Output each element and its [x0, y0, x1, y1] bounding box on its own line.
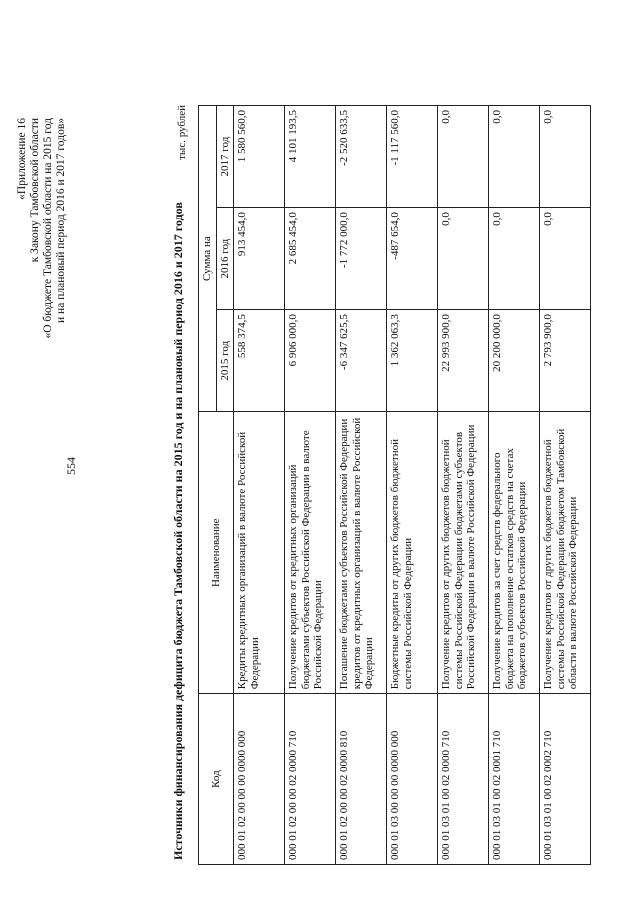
cell-2016: 0,0 — [489, 208, 540, 310]
cell-2017: 1 580 560,0 — [234, 106, 285, 208]
table-row — [489, 106, 540, 865]
document-title: Источники финансирования дефицита бюджета Тамбовской области на 2015 год и на плановый период 2016 и 2017 годов — [171, 202, 185, 860]
appendix-line: «О бюджете Тамбовской области на 2015 год — [42, 118, 54, 339]
cell-2015: 2 793 900,0 — [540, 310, 591, 412]
cell-name: Погашение бюджетами субъектов Российской Федерации кредитов от кредитных организаций в валюте Российской Федерации — [336, 412, 387, 694]
header-code: Код — [199, 694, 234, 865]
header-2015: 2015 год — [216, 310, 234, 412]
cell-2017: -2 520 633,5 — [336, 106, 387, 208]
header-name: Наименование — [199, 412, 234, 694]
cell-2017: 0,0 — [489, 106, 540, 208]
cell-2016: 0,0 — [540, 208, 591, 310]
cell-code: 000 01 02 00 00 02 0000 810 — [336, 694, 387, 865]
cell-name: Получение кредитов за счет средств федерального бюджета на пополнение остатков средств на счетах бюджетов субъектов Российской Федерации — [489, 412, 540, 694]
cell-code: 000 01 03 00 00 00 0000 000 — [387, 694, 438, 865]
cell-2016: 2 685 454,0 — [285, 208, 336, 310]
cell-code: 000 01 03 01 00 02 0002 710 — [540, 694, 591, 865]
table-row — [438, 106, 489, 865]
header-sum: Сумма на — [199, 106, 217, 412]
table-row — [336, 106, 387, 865]
header-2017: 2017 год — [216, 106, 234, 208]
table-row — [234, 106, 285, 865]
cell-2015: 22 993 900,0 — [438, 310, 489, 412]
cell-code: 000 01 03 01 00 02 0000 710 — [438, 694, 489, 865]
cell-2016: -1 772 000,0 — [336, 208, 387, 310]
page-number: 554 — [64, 457, 78, 475]
cell-code: 000 01 02 00 00 02 0000 710 — [285, 694, 336, 865]
appendix-line: и на плановый период 2016 и 2017 годов» — [55, 118, 67, 323]
cell-name: Получение кредитов от кредитных организаций бюджетами субъектов Российской Федерации в валюте Российской Федерации — [285, 412, 336, 694]
cell-2017: -1 117 560,0 — [387, 106, 438, 208]
appendix-header — [16, 118, 68, 448]
cell-name: Получение кредитов от других бюджетов бюджетной системы Российской Федерации бюджетом Тамбовской области в валюте Российской Федерации — [540, 412, 591, 694]
table-row — [285, 106, 336, 865]
cell-2015: -6 347 625,5 — [336, 310, 387, 412]
cell-2017: 0,0 — [438, 106, 489, 208]
cell-2017: 0,0 — [540, 106, 591, 208]
financing-table — [198, 105, 591, 865]
header-2016: 2016 год — [216, 208, 234, 310]
cell-2015: 20 200 000,0 — [489, 310, 540, 412]
cell-2016: 913 454,0 — [234, 208, 285, 310]
cell-code: 000 01 02 00 00 00 0000 000 — [234, 694, 285, 865]
units-label: тыс. рублей — [176, 105, 188, 160]
appendix-line: к Закону Тамбовской области — [29, 118, 41, 263]
appendix-line: «Приложение 16 — [16, 118, 28, 200]
table-row — [540, 106, 591, 865]
cell-2015: 6 906 000,0 — [285, 310, 336, 412]
cell-code: 000 01 03 01 00 02 0001 710 — [489, 694, 540, 865]
cell-2015: 558 374,5 — [234, 310, 285, 412]
cell-name: Кредиты кредитных организаций в валюте Российской Федерации — [234, 412, 285, 694]
table-row — [387, 106, 438, 865]
cell-2017: 4 101 193,5 — [285, 106, 336, 208]
cell-name: Получение кредитов от других бюджетов бюджетной системы Российской Федерации бюджетами субъектов Российской Федерации в валюте Российской Федерации — [438, 412, 489, 694]
cell-2016: 0,0 — [438, 208, 489, 310]
cell-name: Бюджетные кредиты от других бюджетов бюджетной системы Российской Федерации — [387, 412, 438, 694]
cell-2016: -487 654,0 — [387, 208, 438, 310]
cell-2015: 1 362 063,3 — [387, 310, 438, 412]
